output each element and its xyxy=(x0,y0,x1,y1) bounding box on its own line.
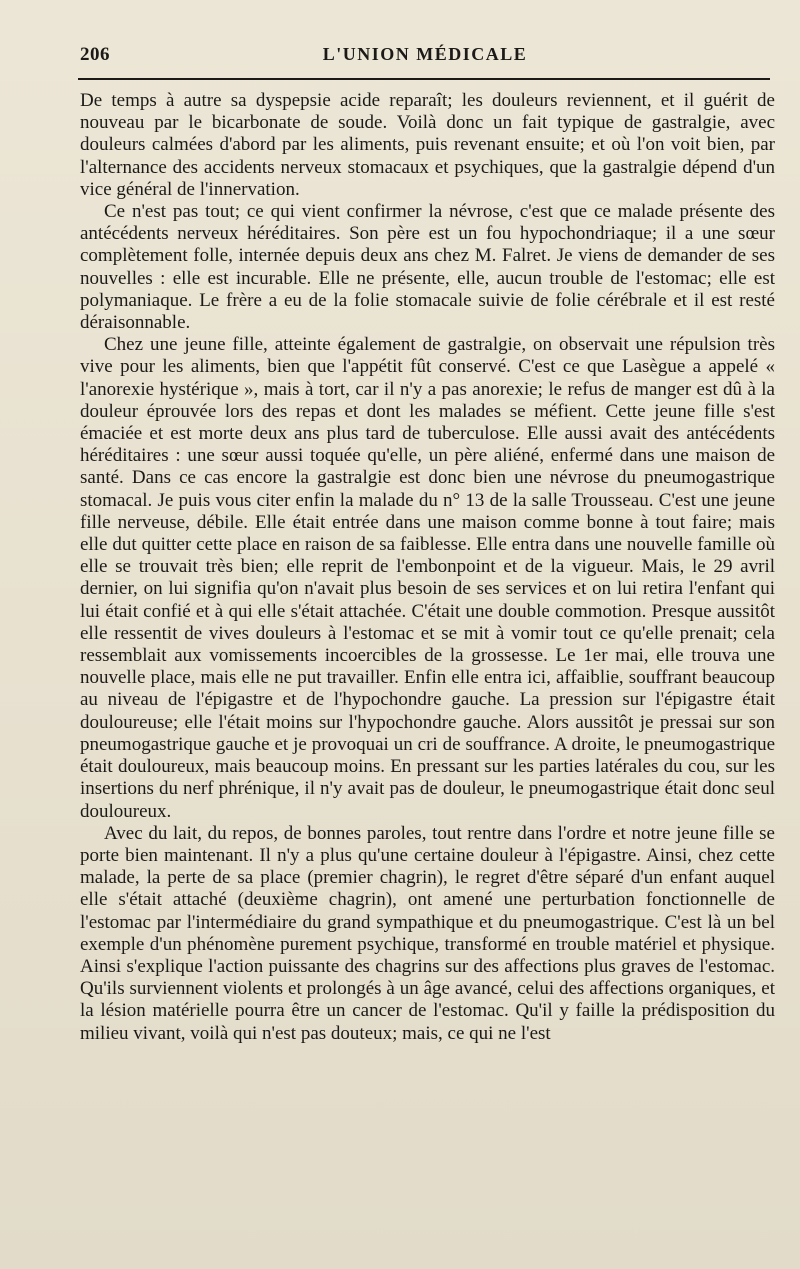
paragraph-3: Chez une jeune fille, atteinte également de gastralgie, on observait une répulsion très vive pour les aliments, bien que l'appétit fût conservé. C'est ce que Lasègue a appelé « l'anorexie hystérique », mais à tort, car il n'y a pas anorexie; le refus de manger est dû à la douleur éprouvée lors des repas et dont les malades se méfient. Cette jeune fille s'est émaciée et est morte deux ans plus tard de tuberculose. Elle aussi avait des antécédents héréditaires : une sœur aussi toquée qu'elle, un père aliéné, enfermé dans une maison de santé. Dans ce cas encore la gastralgie est donc bien une névrose du pneumogastrique stomacal. Je puis vous citer enfin la malade du n° 13 de la salle Trousseau. C'est une jeune fille nerveuse, débile. Elle était entrée dans une maison comme bonne à tout faire; mais elle dut quitter cette place en raison de sa faiblesse. Elle entra dans une nouvelle famille où elle se trouvait très bien; elle reprit de l'embonpoint et de la vigueur. Mais, le 29 avril dernier, on lui signifia qu'on n'avait plus besoin de ses services et on lui retira l'enfant qui lui était confié et à qui elle s'était attachée. C'était une double commotion. Presque aussitôt elle ressentit de vives douleurs à l'estomac et se mit à vomir tout ce qu'elle prenait; cela ressemblait aux vomissements incoercibles de la grossesse. Le 1er mai, elle trouva une nouvelle place, mais elle ne put travailler. Enfin elle entra ici, affaiblie, souffrant beaucoup au niveau de l'épigastre et de l'hypochondre gauche. La pression sur l'épigastre était douloureuse; elle l'était moins sur l'hypochondre gauche. Alors aussitôt je pressai sur son pneumogastrique gauche et je provoquai un cri de souffrance. A droite, le pneumogastrique était douloureux, mais beaucoup moins. En pressant sur les parties latérales du cou, sur les insertions du nerf phrénique, il n'y avait pas de douleur, le pneumogastrique était donc seul douloureux. xyxy=(80,334,775,822)
paragraph-1: De temps à autre sa dyspepsie acide reparaît; les douleurs reviennent, et il guérit de nouveau par le bicarbonate de soude. Voilà donc un fait typique de gastralgie, avec douleurs calmées d'abord par les aliments, puis revenant ensuite; et où l'on voit bien, par l'alternance des accidents nerveux stomacaux et psychiques, que la gastralgie dépend d'un vice général de l'innervation. xyxy=(80,90,775,200)
paragraph-4: Avec du lait, du repos, de bonnes paroles, tout rentre dans l'ordre et notre jeune fille se porte bien maintenant. Il n'y a plus qu'une certaine douleur à l'épigastre. Ainsi, chez cette malade, la perte de sa place (premier chagrin), le regret d'être séparé d'un enfant auquel elle s'était attaché (deuxième chagrin), ont amené une perturbation fonctionnelle de l'estomac par l'intermédiaire du grand sympathique et du pneumogastrique. C'est là un bel exemple d'un phénomène purement psychique, transformé en trouble matériel et physique. Ainsi s'explique l'action puissante des chagrins sur des affections plus graves de l'estomac. Qu'ils surviennent violents et prolongés à un âge avancé, celui des affections organiques, et la lésion matérielle pourra être un cancer de l'estomac. Qu'il y faille la prédisposition du milieu vivant, voilà qui n'est pas douteux; mais, ce qui ne l'est xyxy=(80,822,775,1044)
page-header xyxy=(80,42,770,72)
paragraph-2: Ce n'est pas tout; ce qui vient confirmer la névrose, c'est que ce malade présente des antécédents nerveux héréditaires. Son père est un fou hypochondriaque; il a une sœur complètement folle, internée depuis deux ans chez M. Falret. Je viens de demander de ses nouvelles : elle est incurable. Elle ne présente, elle, aucun trouble de l'estomac; elle est polymaniaque. Le frère a eu de la folie stomacale suivie de folie cérébrale et il est resté déraisonnable. xyxy=(80,201,775,334)
article-body xyxy=(80,90,775,1045)
running-title: L'UNION MÉDICALE xyxy=(322,44,528,64)
page-number: 206 xyxy=(80,44,110,65)
header-rule xyxy=(78,78,770,80)
